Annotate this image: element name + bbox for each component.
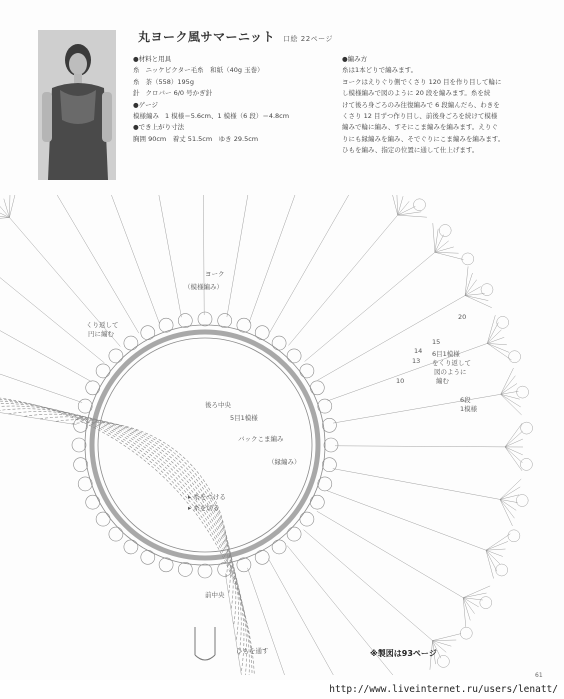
edging-label: （縁編み）: [268, 458, 301, 466]
repeat1-label-3: 図のように: [434, 368, 467, 376]
crochet-chart: [0, 195, 564, 675]
chart-stroke: [218, 314, 232, 328]
method-column: [342, 54, 548, 157]
chart-stroke: [289, 215, 398, 345]
chart-stroke: [437, 655, 449, 667]
repeat2-label-1: 6段: [460, 396, 471, 404]
title-reference: 口絵 22ページ: [283, 35, 334, 43]
needle-line: [133, 88, 323, 99]
chart-stroke: [500, 499, 515, 518]
chart-stroke: [433, 641, 452, 647]
needle-value: クロバー 6/0 号かぎ針: [145, 89, 213, 98]
chart-stroke: [460, 627, 472, 639]
chart-stroke: [272, 540, 286, 554]
model-photo: [38, 30, 116, 180]
chart-stroke: [310, 381, 324, 395]
yarn-line: [133, 65, 323, 76]
repeat1-label-1: 6目1模様: [432, 350, 460, 358]
row-13-label: 13: [412, 357, 421, 365]
chart-stroke: [159, 558, 173, 572]
chart-stroke: [109, 527, 123, 541]
gauge-header: ●ゲージ: [133, 100, 159, 109]
yarn-value: ニッケビクター毛糸 和紙（40g 玉巻）: [145, 66, 264, 75]
chart-stroke: [178, 562, 192, 576]
gauge-label: 模様編み: [133, 112, 159, 121]
chart-stroke: [304, 530, 433, 641]
back-center-label: 後ろ中央: [205, 401, 231, 409]
chart-stroke: [109, 349, 123, 363]
chart-stroke: [486, 550, 500, 564]
chart-stroke: [505, 431, 523, 447]
chart-stroke: [100, 195, 160, 323]
chart-stroke: [435, 247, 454, 252]
chart-stroke: [0, 299, 92, 382]
size-header: ●でき上がり寸法: [133, 123, 185, 132]
chart-stroke: [268, 559, 351, 676]
chart-stroke: [255, 550, 269, 564]
materials-header: ●材料と用具: [133, 55, 172, 63]
chart-stroke: [40, 417, 233, 610]
chart-stroke: [92, 332, 318, 558]
chart-stroke: [501, 391, 519, 394]
chart-stroke: [96, 512, 110, 526]
page-title: [138, 28, 333, 45]
cut-yarn-label: ▸ 糸を切る: [188, 504, 220, 512]
chart-stroke: [0, 395, 255, 675]
chart-stroke: [9, 195, 10, 218]
method-line: ヨークはえりぐり側でくさり 120 目を作り目して輪に: [342, 77, 502, 86]
chart-stroke: [501, 394, 520, 399]
attach-yarn-text: 糸をつける: [193, 493, 226, 501]
chart-stroke: [270, 195, 355, 332]
chart-stroke: [300, 364, 314, 378]
chart-stroke: [52, 195, 139, 333]
chart-stroke: [248, 568, 304, 675]
chart-stroke: [463, 586, 490, 598]
chart-stroke: [501, 394, 521, 407]
chart-stroke: [486, 550, 503, 556]
chart-stroke: [414, 199, 426, 211]
chart-stroke: [505, 447, 523, 463]
chart-stroke: [398, 201, 410, 215]
chart-stroke: [203, 195, 204, 315]
method-header: ●編み方: [342, 55, 368, 63]
chart-stroke: [159, 318, 173, 332]
page-number: 61: [535, 672, 543, 679]
chart-stroke: [178, 314, 192, 328]
chart-stroke: [74, 458, 88, 472]
footer-url: http://www.liveinternet.ru/users/lenatt/: [0, 680, 564, 699]
chart-stroke: [0, 398, 252, 675]
chart-stroke: [237, 558, 251, 572]
chart-stroke: [439, 225, 451, 237]
diagram-note: ※製図は93ページ: [370, 649, 437, 658]
chart-stroke: [218, 562, 232, 576]
chart-stroke: [272, 336, 286, 350]
chart-stroke: [300, 512, 314, 526]
chart-stroke: [9, 195, 16, 218]
chart-stroke: [465, 296, 488, 301]
chart-stroke: [322, 418, 336, 432]
chart-stroke: [249, 195, 307, 323]
chart-stroke: [463, 593, 486, 598]
yoke-label: ヨーク: [205, 270, 225, 278]
chart-stroke: [433, 223, 435, 252]
back-single-label: バックこま編み: [238, 435, 284, 443]
chart-stroke: [78, 477, 92, 491]
repeat-around-label-1: くり返して: [86, 321, 119, 329]
chart-stroke: [318, 477, 332, 491]
chart-stroke: [74, 418, 88, 432]
chart-stroke: [98, 338, 312, 552]
chart-stroke: [96, 364, 110, 378]
chart-stroke: [520, 458, 532, 470]
row-10-label: 10: [396, 377, 405, 385]
thread-label: ひもを通す: [236, 647, 269, 655]
chart-stroke: [198, 564, 212, 578]
row-20-label: 20: [458, 313, 467, 321]
chart-stroke: [86, 495, 100, 509]
color-value: 茶（558）195g: [145, 77, 194, 86]
chart-stroke: [486, 550, 497, 571]
chart-stroke: [317, 511, 463, 598]
chart-stroke: [435, 252, 464, 259]
cut-yarn-text: 糸を切る: [193, 504, 220, 512]
chart-stroke: [86, 381, 100, 395]
method-line: りにも縁編みを編み、そでぐりにこま編みを編みます。: [342, 134, 505, 143]
gauge-value: 1 模様＝5.6cm、1 模様（6 段）＝4.8cm: [165, 112, 290, 121]
chart-stroke: [486, 550, 494, 578]
chart-stroke: [0, 406, 244, 673]
chart-stroke: [333, 469, 500, 500]
chart-stroke: [324, 438, 338, 452]
method-line: し模様編みで図のように 20 段を編みます。糸を続: [342, 89, 491, 98]
chart-stroke: [141, 326, 155, 340]
chart-stroke: [501, 394, 522, 415]
chart-stroke: [480, 597, 492, 609]
chart-stroke: [287, 527, 301, 541]
chart-stroke: [398, 196, 403, 215]
chart-stroke: [0, 409, 241, 658]
chart-stroke: [195, 655, 215, 660]
method-line: ひもを編み、指定の位置に通して仕上げます。: [342, 146, 479, 155]
attach-yarn-label: ▸ 糸をつける: [188, 493, 226, 501]
chart-stroke: [496, 564, 508, 576]
chart-stroke: [463, 598, 474, 614]
repeat-around-label-2: 円に編む: [88, 330, 114, 338]
chart-stroke: [487, 315, 495, 343]
chart-stroke: [124, 336, 138, 350]
yarn-label: 糸: [133, 66, 140, 75]
gauge-line: [133, 111, 323, 122]
chart-stroke: [335, 446, 505, 447]
method-line: くさり 12 目ずつ作り目し、前後身ごろを続けて模様: [342, 112, 498, 121]
chart-stroke: [78, 399, 92, 413]
size-value: 胸囲 90cm 着丈 51.5cm ゆき 29.5cm: [133, 134, 259, 143]
chart-stroke: [497, 316, 509, 328]
chart-stroke: [500, 499, 513, 526]
repeat1-label-2: をくり返して: [432, 359, 471, 367]
chart-stroke: [398, 215, 427, 217]
chart-stroke: [509, 351, 521, 363]
chart-stroke: [465, 296, 492, 308]
color-line: [133, 77, 323, 88]
repeat2-label-2: 1模様: [460, 405, 478, 413]
chart-stroke: [508, 530, 520, 542]
title-text: 丸ヨーク風サマーニット: [138, 30, 276, 44]
chart-stroke: [521, 422, 533, 434]
chart-stroke: [481, 284, 493, 296]
chart-stroke: [505, 447, 522, 471]
chart-stroke: [151, 195, 182, 317]
chart-stroke: [0, 255, 104, 363]
chart-stroke: [501, 368, 514, 394]
chart-stroke: [516, 495, 528, 507]
chart-stroke: [310, 495, 324, 509]
row-15-label: 15: [432, 338, 441, 346]
method-line: 糸は1本どりで編みます。: [342, 66, 418, 75]
chart-stroke: [0, 401, 249, 675]
chart-stroke: [287, 349, 301, 363]
chart-stroke: [517, 386, 529, 398]
row5-label: 5目1模様: [230, 414, 258, 422]
chart-stroke: [322, 458, 336, 472]
chart-stroke: [305, 252, 435, 361]
chart-stroke: [500, 495, 519, 500]
chart-stroke: [318, 399, 332, 413]
chart-stroke: [72, 438, 86, 452]
row-14-label: 14: [414, 347, 423, 355]
method-line: けて後ろ身ごろのみ往復編みで 6 段編んだら、わきを: [342, 100, 500, 109]
repeat1-label-4: 編む: [436, 377, 449, 385]
chart-stroke: [141, 550, 155, 564]
yoke-pattern-label: （模様編み）: [184, 283, 223, 291]
chart-stroke: [465, 280, 477, 296]
chart-stroke: [0, 218, 9, 221]
needle-label: 針: [133, 89, 140, 98]
chart-stroke: [505, 423, 522, 447]
chart-stroke: [0, 403, 247, 675]
chart-stroke: [0, 347, 82, 403]
chart-stroke: [124, 540, 138, 554]
chart-stroke: [227, 195, 256, 317]
method-line: 編みで輪に編み、すそにこま編みを編みます。えりぐ: [342, 123, 498, 132]
chart-stroke: [501, 376, 516, 395]
front-center-label: 前中央: [205, 591, 225, 599]
chart-stroke: [433, 640, 457, 641]
chart-stroke: [462, 253, 474, 265]
chart-stroke: [327, 491, 486, 551]
color-label: 糸: [133, 77, 140, 86]
chart-stroke: [4, 199, 10, 218]
chart-stroke: [433, 634, 462, 641]
chart-stroke: [435, 241, 449, 253]
chart-stroke: [487, 323, 498, 344]
chart-stroke: [390, 195, 397, 215]
chart-stroke: [198, 312, 212, 326]
chart-stroke: [195, 627, 215, 655]
chart-stroke: [237, 318, 251, 332]
chart-stroke: [255, 326, 269, 340]
materials-column: [133, 54, 323, 145]
